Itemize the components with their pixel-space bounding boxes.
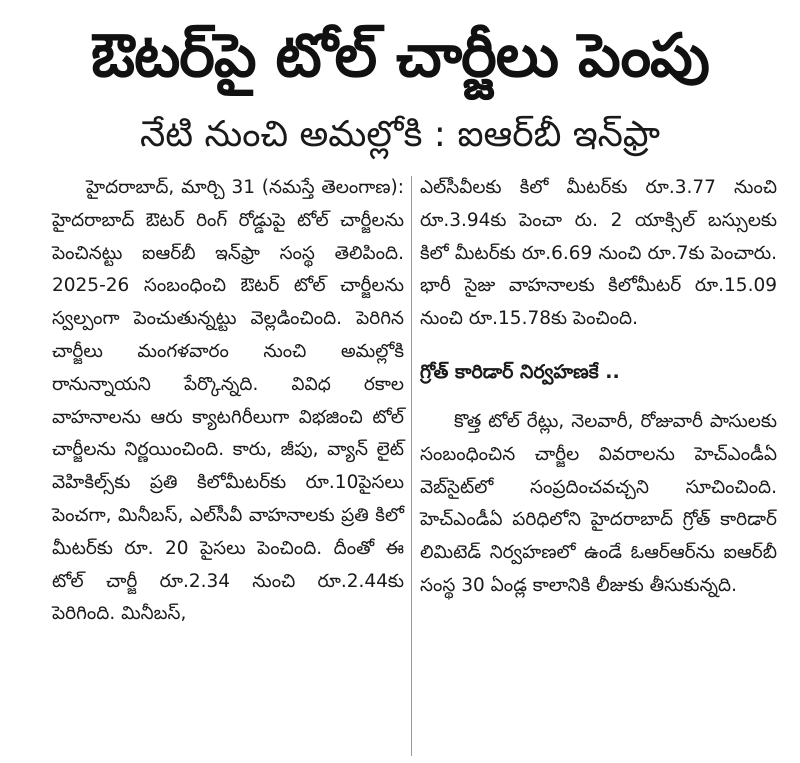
body-paragraph-3: కొత్త టోల్ రేట్లు, నెలవారీ, రోజువారీ పాసులకు సంబంధించిన చార్జీల వివరాలను హెచ్‌ఎండీఏ వెబ్‌సైట్‌లో సంప్రదించవచ్చని సూచించింది. హెచ్‌ఎండీఏ పరిధిలోని హైదరాబాద్ గ్రోత్ కారిడార్ లిమిటెడ్ నిర్వహణలో ఉండే ఓఆర్‌ఆర్‌ను ఐఆర్‌బీ సంస్థ 30 ఏండ్ల కాలానికి లీజుకు తీసుకున్నది. (420, 410, 777, 596)
subheadline: నేటి నుంచి అమల్లోకి : ఐఆర్‌బీ ఇన్‌ఫ్రా (139, 114, 661, 155)
left-column (52, 172, 404, 631)
column-divider (411, 176, 412, 756)
body-paragraph-1: హైదరాబాద్, మార్చి 31 (నమస్తే తెలంగాణ): హైదరాబాద్ ఔటర్ రింగ్ రోడ్డుపై టోల్ చార్జీలను పెంచినట్టు ఐఆర్‌బీ ఇన్‌ఫ్రా సంస్థ తెలిపింది. 2025-26 సంబంధించి ఔటర్ టోల్ చార్జీలను స్వల్పంగా పెంచుతున్నట్టు వెల్లడించింది. పెరిగిన చార్జీలు మంగళవారం నుంచి అమల్లోకి రానున్నాయని పేర్కొన్నది. వివిధ రకాల వాహనాలను ఆరు క్యాటగిరీలుగా విభజించి టోల్ చార్జీలను నిర్ణయించింది. కారు, జీపు, వ్యాన్ లైట్ వెహికిల్స్‌కు ప్రతి కిలోమీటర్‌కు రూ.10పైసలు పెంచగా, మినీబస్, ఎల్‌సీవీ వాహనాలకు ప్రతి కిలో మీటర్‌కు రూ. 20 పైసలు పెంచింది. దీంతో ఈ టోల్ చార్జీ రూ.2.34 నుంచి రూ.2.44కు పెరిగింది. మినీబస్, (52, 177, 404, 625)
headline: ఔటర్‌పై టోల్ చార్జీలు పెంపు (91, 21, 709, 91)
right-column (420, 172, 777, 603)
subsection-heading: గ్రోత్ కారిడార్ నిర్వహణకే .. (420, 360, 620, 383)
body-paragraph-2: ఎల్‌సీవీలకు కిలో మీటర్‌కు రూ.3.77 నుంచి రూ.3.94కు పెంచా రు. 2 యాక్సిల్ బస్సులకు కిలో మీటర్‌కు రూ.6.69 నుంచి రూ.7కు పెంచారు. భారీ సైజు వాహనాలకు కిలోమీటర్ రూ.15.09 నుంచి రూ.15.78కు పెంచింది. (420, 177, 777, 330)
